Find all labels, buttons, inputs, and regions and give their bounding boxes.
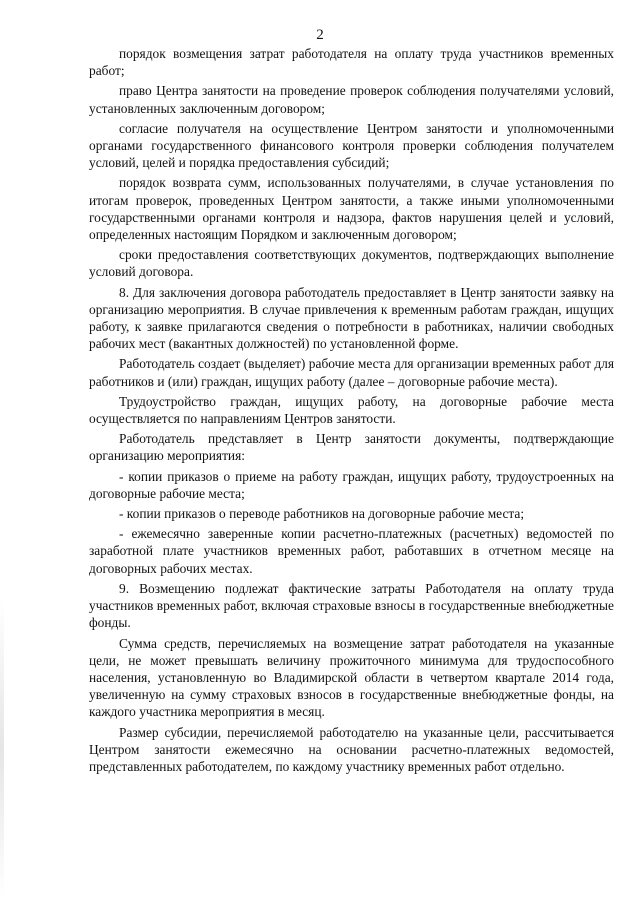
paragraph: Работодатель представляет в Центр занятости документы, подтверждающие организацию мероприятия:	[89, 431, 614, 464]
scan-edge-shadow	[0, 600, 4, 900]
paragraph: 9. Возмещению подлежат фактические затраты Работодателя на оплату труда участников временных работ, включая страховые взносы в государственные внебюджетные фонды.	[89, 580, 614, 631]
paragraph: порядок возврата сумм, использованных получателями, в случае установления по итогам проверок, проведенных Центром занятости, а также иными уполномоченными государственными органами контроля и надзора, фактов нарушения целей и условий, определенных настоящим Порядком и заключенным договором;	[89, 175, 614, 243]
paragraph: сроки предоставления соответствующих документов, подтверждающих выполнение условий договора.	[89, 247, 614, 280]
page-number: 2	[316, 27, 324, 43]
paragraph: Сумма средств, перечисляемых на возмещение затрат работодателя на указанные цели, не может превышать величину прожиточного минимума для трудоспособного населения, установленную во Владимирской области в четвертом квартале 2014 года, увеличенную на сумму страховых взносов в государственные внебюджетные фонды, на каждого участника мероприятия в месяц.	[89, 635, 614, 720]
paragraph: право Центра занятости на проведение проверок соблюдения получателями условий, установленных заключенным договором;	[89, 83, 614, 116]
paragraph: Работодатель создает (выделяет) рабочие места для организации временных работ для работников и (или) граждан, ищущих работу (далее – договорные рабочие места).	[89, 356, 614, 389]
paragraph: 8. Для заключения договора работодатель предоставляет в Центр занятости заявку на организацию мероприятия. В случае привлечения к временным работам граждан, ищущих работу, к заявке прилагаются сведения о потребности в работниках, наличии свободных рабочих мест (вакантных должностей) по установленной форме.	[89, 284, 614, 352]
paragraph: - копии приказов о переводе работников на договорные рабочие места;	[119, 506, 525, 522]
paragraph: согласие получателя на осуществление Центром занятости и уполномоченными органами государственного финансового контроля проверки соблюдения получателем условий, целей и порядка предоставления субсидий;	[89, 120, 614, 171]
paragraph: - копии приказов о приеме на работу граждан, ищущих работу, трудоустроенных на договорные рабочие места;	[89, 468, 614, 501]
paragraph: Размер субсидии, перечисляемой работодателю на указанные цели, рассчитывается Центром занятости ежемесячно на основании расчетно-платежных ведомостей, представленных работодателем, по каждому участнику временных работ отдельно.	[89, 724, 614, 774]
paragraph: Трудоустройство граждан, ищущих работу, на договорные рабочие места осуществляется по направлениям Центров занятости.	[89, 393, 614, 427]
document-body	[89, 45, 614, 778]
paragraph: - ежемесячно заверенные копии расчетно-платежных (расчетных) ведомостей по заработной плате участников временных работ, работавших в отчетном месяце на договорных рабочих местах.	[89, 526, 614, 576]
paragraph: порядок возмещения затрат работодателя на оплату труда участников временных работ;	[89, 46, 614, 79]
